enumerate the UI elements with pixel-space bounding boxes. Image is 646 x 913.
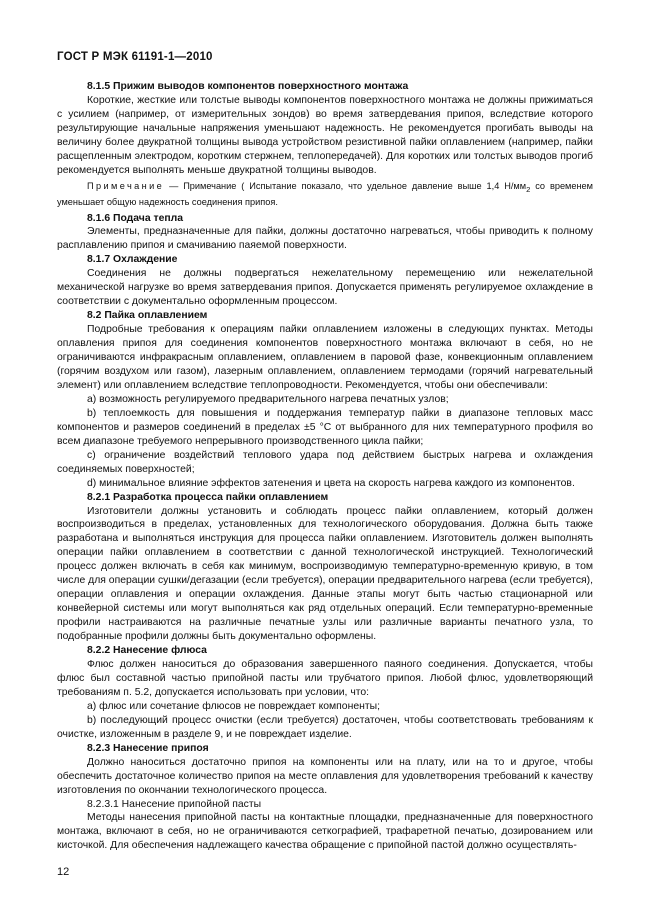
list-item-8-2-c: c) ограничение воздействий теплового удара под действием быстрых нагрева и охлаждения соединяемых поверхностей; xyxy=(57,449,593,475)
paragraph-8-2-3: Должно наноситься достаточно припоя на компоненты или на плату, или на то и другое, чтобы обеспечить достаточное количество припоя на месте оплавления для удовлетворения требований к качеству изготовления по окончании технологического процесса. xyxy=(57,756,593,796)
paragraph-8-1-5: Короткие, жесткие или толстые выводы компонентов поверхностного монтажа не должны прижиматься с усилием (например, от измерительных зондов) во время затвердевания припоя, вследствие которого результирующие начальные напряжения уменьшают надежность. Не рекомендуется прогибать выводы на величину более двукратной толщины вывода устройством резистивной пайки оплавлением (например, пайки расщепленным электродом, коротким стержнем, теплопередачей). Для коротких или толстых выводов прогиб рекомендуется выполнять меньше двукратной толщины выводов. xyxy=(57,94,593,176)
list-item-8-2-2-b: b) последующий процесс очистки (если требуется) достаточен, чтобы соответствовать требованиям к очистке, изложенным в разделе 9, и не повреждает изделие. xyxy=(57,714,593,740)
paragraph-8-2: Подробные требования к операциям пайки оплавлением изложены в следующих пунктах. Методы оплавления припоя для соединения компонентов поверхностного монтажа включают в себя, но не ограничиваются инфракрасным оплавлением, оплавлением в паровой фазе, конвекционным оплавлением (горячим воздухом или газом), лазерным оплавлением, оплавлением термодами (горячий нагревательный элемент) или оплавлением вследствие теплопроводности. Рекомендуется, чтобы они обеспечивали: xyxy=(57,324,593,391)
list-item-8-2-d: d) минимальное влияние эффектов затенения и цвета на скорость нагрева каждого из компонентов. xyxy=(87,477,575,489)
heading-8-2-2: 8.2.2 Нанесение флюса xyxy=(87,645,207,657)
note-text: — Примечание ( Испытание показало, что удельное давление выше 1,4 Н/мм xyxy=(164,180,527,191)
note-tail: со временем уменьшает общую надежность соединения припоя. xyxy=(57,180,593,207)
heading-8-2-3-1: 8.2.3.1 Нанесение припойной пасты xyxy=(87,798,262,810)
paragraph-8-2-2: Флюс должен наноситься до образования завершенного паяного соединения. Допускается, чтобы флюс был составной частью припойной пасты или трубчатого припоя. Любой флюс, удовлетворяющий требованиям п. 5.2, допускается использовать при условии, что: xyxy=(57,659,593,698)
heading-8-2: 8.2 Пайка оплавлением xyxy=(87,310,208,322)
list-item-8-2-b: b) теплоемкость для повышения и поддержания температур пайки в диапазоне тепловых масс компонентов и размеров соединений в пределах ±5 °C от выбранного для них температурного профиля во всем диапазоне требуемого непрерывного производственного цикла пайки; xyxy=(57,407,593,447)
page-header: ГОСТ Р МЭК 61191-1—2010 xyxy=(57,51,213,63)
page-number: 12 xyxy=(57,866,70,878)
heading-8-1-5: 8.1.5 Прижим выводов компонентов поверхностного монтажа xyxy=(87,81,409,92)
note-subscript: 2 xyxy=(526,184,531,194)
list-item-8-2-a: a) возможность регулируемого предварительного нагрева печатных узлов; xyxy=(87,393,449,405)
paragraph-8-2-3-1: Методы нанесения припойной пасты на контактные площадки, предназначенные для поверхностного монтажа, включают в себя, но не ограничиваются сеткографией, трафаретной печатью, дозированием или кисточкой. Для обеспечения надлежащего качества обращение с припойной пастой должно осуществлять- xyxy=(57,812,593,852)
heading-8-2-3: 8.2.3 Нанесение припоя xyxy=(87,742,209,754)
note-label: Примечание xyxy=(87,180,165,191)
paragraph-8-1-6: Элементы, предназначенные для пайки, должны достаточно нагреваться, чтобы приводить к полному расплавлению припоя и смачиванию паяемой поверхности. xyxy=(57,226,593,252)
heading-8-2-1: 8.2.1 Разработка процесса пайки оплавлением xyxy=(87,491,329,503)
heading-8-1-7: 8.1.7 Охлаждение xyxy=(87,254,178,266)
document-body xyxy=(57,80,593,853)
paragraph-8-1-7: Соединения не должны подвергаться нежелательному перемещению или нежелательной механической нагрузке во время затвердевания припоя. Допускается применять регулируемое охлаждение в соответствии с документально оформленным процессом. xyxy=(57,268,593,308)
heading-8-1-6: 8.1.6 Подача тепла xyxy=(87,212,184,224)
list-item-8-2-2-a: a) флюс или сочетание флюсов не повреждает компоненты; xyxy=(87,700,380,712)
note-8-1-5 xyxy=(57,180,593,209)
paragraph-8-2-1: Изготовители должны установить и соблюдать процесс пайки оплавлением, который должен воспроизводиться в пределах, установленных для технологического оборудования. Должна быть также разработана и выполняться инструкция для процесса пайки оплавлением. Изготовитель должен выполнять операции пайки оплавлением в соответствии с данной технологической инструкцией. Технологический процесс должен включать в себя как минимум, воспроизводимую температурно-временную кривую, в том числе для операции сушки/дегазации (если требуется), операции предварительного нагрева (если требуется), операции оплавления и операции охлаждения. Данные этапы могут быть частью стационарной или конвейерной системы или могут выполняться как ряд отдельных операций. Если температурно-временные профили настраиваются на различные печатные узлы или различные варианты печатного узла, то подобранные профили должны быть документально оформлены. xyxy=(57,505,593,643)
